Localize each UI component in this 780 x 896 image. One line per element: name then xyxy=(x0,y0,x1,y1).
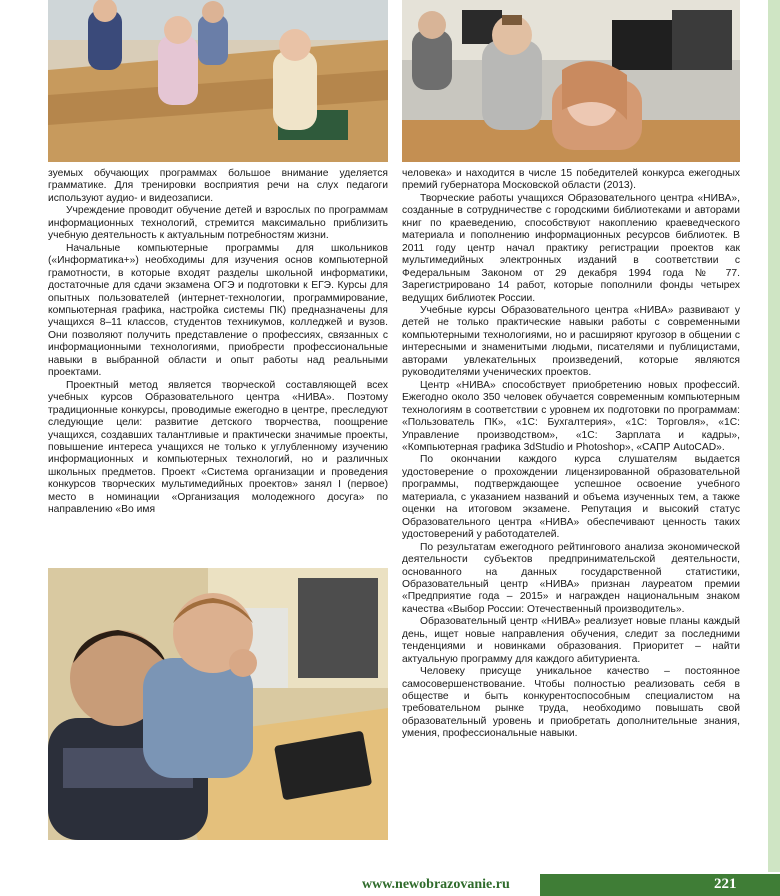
paragraph: Проектный метод является творческой составляющей всех учебных курсов Образовательного центра «НИВА». Поэтому традиционные конкурсы, проводимые ежегодно в центре, преследуют следующие цели: развитие детского творчества, поощрение учащихся, создавших талантливые и практически значимые проекты, повышение интереса учащихся не только к углубленному изучению информационных и компьютерных технологий, но и различных школьных предметов. Проект «Система организации и проведения конкурсов творческих мультимедийных проектов» занял I (первое) место в номинации «Организация молодежного досуга» по направлению «Во имя xyxy=(48,379,388,516)
photo-boys-computer xyxy=(48,568,388,840)
page-edge-strip xyxy=(768,0,780,896)
paragraph: Образовательный центр «НИВА» реализует новые планы каждый день, ищет новые направления обучения, следит за последними тенденциями и новинками образования. Приоритет – найти актуальную программу для каждого абитуриента. xyxy=(402,616,740,665)
paragraph: Творческие работы учащихся Образовательного центра «НИВА», созданные в сотрудничестве с городскими библиотеками и авторами книг по краеведению, способствуют накоплению краеведческого материала и пополнению информационных ресурсов библиотек. В 2011 году центр начал практику регистрации проектов как мультимедийных электронных изданий в соответствии с Федеральным Законом от 29 декабря 1994 года № 77. Зарегистрировано 14 работ, которые пополнили фонды четырех ведущих библиотек России. xyxy=(402,192,740,304)
photo-students-headsets xyxy=(402,0,740,162)
paragraph: Человеку присуще уникальное качество – постоянное самосовершенствование. Чтобы полностью реализовать себя в обществе и быть конкурентоспособным специалистом на требовательном рынке труда, необходимо повышать свой образовательный уровень и приобретать дополнительные знания, умения, профессиональные навыки. xyxy=(402,666,740,740)
paragraph: Начальные компьютерные программы для школьников («Информатика+») необходимы для изучения основ компьютерной грамотности, в которые входят разделы школьной информатики, достаточные для сдачи экзамена ОГЭ и подготовки к ЕГЭ. Курсы для опытных пользователей (интернет-технологии, программирование, компьютерная графика, настройка системы ПК) предназначены для учащихся 8–11 классов, студентов техникумов, колледжей и вузов. Они позволяют получить представление о профессиях, связанных с информационными технологиями, приобрести профессиональные навыки в выбранной области и опыт работы над реальными проектами. xyxy=(48,242,388,379)
paragraph: зуемых обучающих программах большое внимание уделяется грамматике. Для тренировки восприятия речи на слух педагоги используют аудио- и видеозаписи. xyxy=(48,168,388,204)
paragraph: человека» и находится в числе 15 победителей конкурса ежегодных премий губернатора Московской области (2013). xyxy=(402,168,740,192)
paragraph: Учебные курсы Образовательного центра «НИВА» развивают у детей не только практические навыки работы с современными компьютерными технологиями, но и расширяют кругозор в общении с интересными и знаменитыми людьми, писателями и публицистами, авторами увлекательных произведений, которые являются руководителями ученических проектов. xyxy=(402,304,740,379)
right-column-text xyxy=(402,168,740,741)
footer-band xyxy=(540,874,780,896)
photo-children-classroom xyxy=(48,0,388,162)
paragraph: По результатам ежегодного рейтингового анализа экономической деятельности субъектов предпринимательской деятельности, основанного на данных государственной статистики, Образовательный центр «НИВА» признан лауреатом премии «Предприятие года – 2015» и награжден национальным знаком качества «Выбор России: Отечественный производитель». xyxy=(402,541,740,615)
footer-url[interactable]: www.newobrazovanie.ru xyxy=(362,877,510,892)
left-column-text xyxy=(48,168,388,517)
paragraph: Центр «НИВА» способствует приобретению новых профессий. Ежегодно около 350 человек обучается современным компьютерным технологиям в соответствии с уровнем их подготовки по программам: «Пользователь ПК», «1С: Бухгалтерия», «1С: Торговля», «1С: Управление производством», «1С: Зарплата и кадры», «Компьютерная графика 3dStudio и Photoshop», «САПР AutoCAD». xyxy=(402,379,740,453)
paragraph: Учреждение проводит обучение детей и взрослых по программам информационных технологий, стремится максимально приблизить учебную деятельность к актуальным потребностям жизни. xyxy=(48,205,388,242)
paragraph: По окончании каждого курса слушателям выдается удостоверение о прохождении лицензированной образовательной программы, подтверждающее успешное освоение учебного материала, с указанием названий и объема изученных тем, а также оценки на итоговом экзамене. Репутация и высокий статус Образовательного центра «НИВА» обеспечивают ценность таких удостоверений у работодателей. xyxy=(402,454,740,541)
page-number: 221 xyxy=(714,876,737,892)
